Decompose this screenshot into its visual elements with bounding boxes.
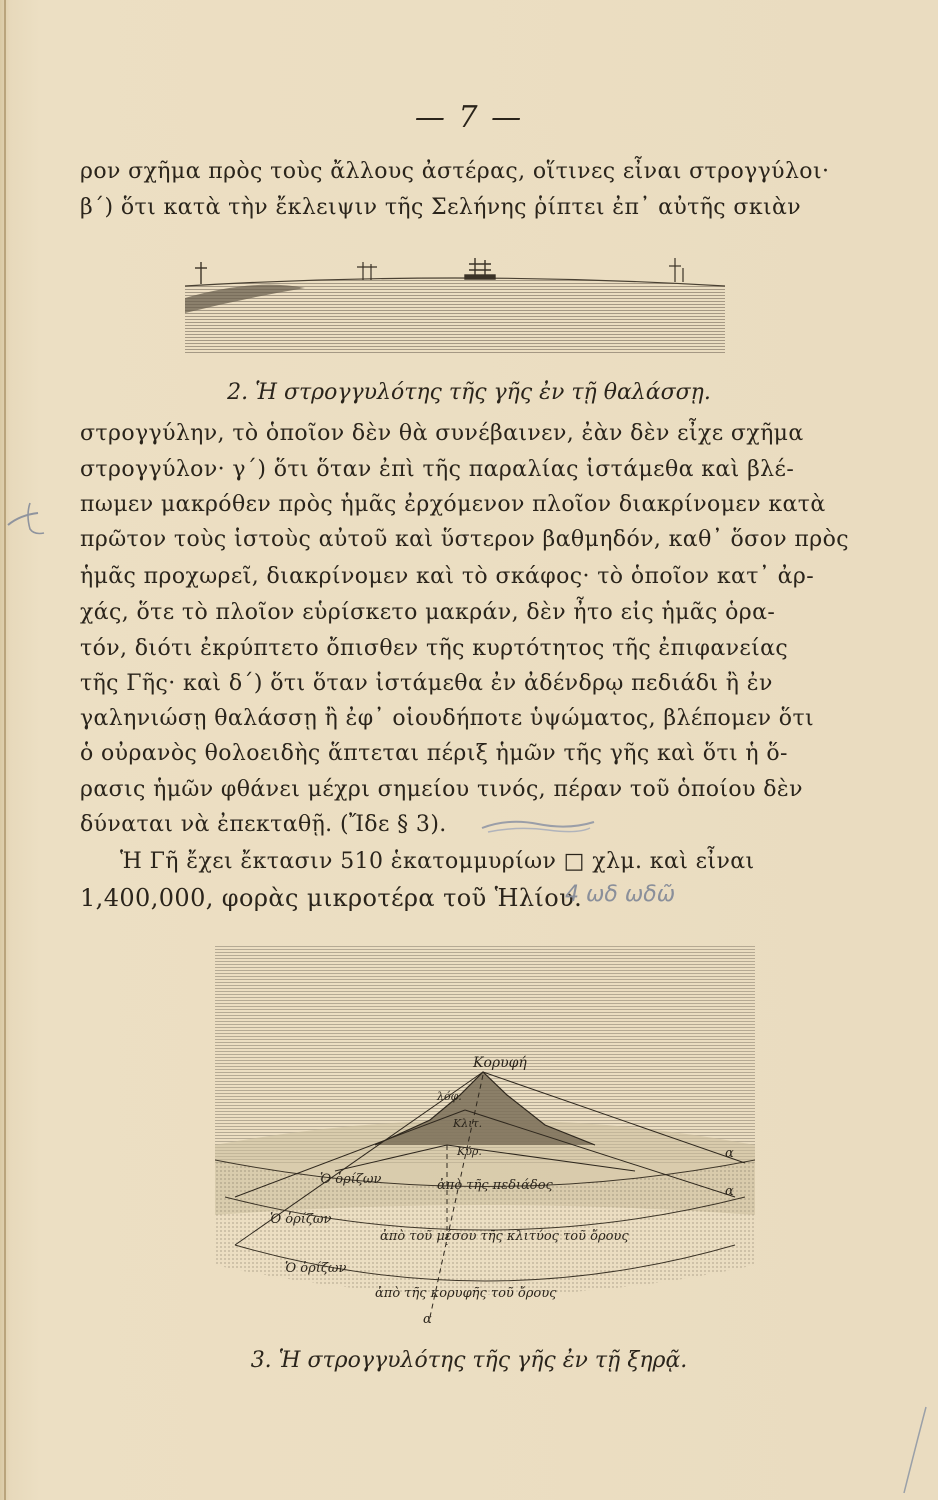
margin-pencil-mark — [0, 495, 50, 545]
label-horizon-2-left: Ὁ ὁρίζων — [270, 1212, 332, 1227]
figure-3-caption: 3. Ἡ στρογγυλότης τῆς γῆς ἐν τῇ ξηρᾷ. — [250, 1348, 688, 1373]
label-horizon-1-left: Ὁ ὁρίζων — [320, 1172, 382, 1187]
text-line-body-2: στρογγύλον· γ΄) ὅτι ὅταν ἐπὶ τῆς παραλίας ἱστάμεθα καὶ βλέ- — [80, 457, 795, 482]
handwritten-note: 4 ωδ ωδῶ — [565, 882, 676, 907]
label-horizon-3-left: Ὁ ὁρίζων — [285, 1261, 347, 1276]
text-line-body-7: τόν, διότι ἐκρύπτετο ὄπισθεν τῆς κυρτότητος τῆς ἐπιφανείας — [80, 636, 789, 661]
text-line-top-1: ρον σχῆμα πρὸς τοὺς ἄλλους ἀστέρας, οἵτινες εἶναι στρογγύλοι· — [80, 159, 830, 184]
figure-horizon-mountain — [215, 945, 755, 1325]
text-line-body-9: γαληνιώσῃ θαλάσσῃ ἢ ἐφ᾽ οἱουδήποτε ὑψώματος, βλέπομεν ὅτι — [80, 706, 815, 731]
text-line-body-6: χάς, ὅτε τὸ πλοῖον εὑρίσκετο μακράν, δὲν ἦτο εἰς ἡμᾶς ὁρα- — [80, 600, 776, 625]
text-line-body-1: στρογγύλην, τὸ ὁποῖον δὲν θὰ συνέβαινεν, ἐὰν δὲν εἶχε σχῆμα — [80, 421, 804, 446]
ship-3-icon — [465, 258, 495, 279]
page-spine-line — [4, 0, 6, 1500]
label-hill: λόφ. — [437, 1090, 462, 1103]
text-line-body-4: πρῶτον τοὺς ἱστοὺς αὐτοῦ καὶ ὕστερον βαθμηδόν, καθ᾽ ὅσον πρὸς — [80, 527, 849, 552]
label-point-a2: α — [725, 1184, 734, 1199]
pencil-scribble-mark — [478, 808, 598, 838]
text-line-body-10: ὁ οὐρανὸς θολοειδὴς ἅπτεται πέριξ ἡμῶν τῆς γῆς καὶ ὅτι ἡ ὅ- — [80, 741, 788, 766]
text-line-body-5: ἡμᾶς προχωρεῖ, διακρίνομεν καὶ τὸ σκάφος· τὸ ὁποῖον κατ᾽ ἀρ- — [80, 564, 815, 589]
label-point-a: α — [725, 1146, 734, 1161]
label-horizon-2-right: ἀπὸ τοῦ μέσου τῆς κλιτύος τοῦ ὄρους — [380, 1229, 629, 1244]
label-horizon-1-right: ἀπὸ τῆς πεδιάδος — [437, 1178, 553, 1193]
page-number: — 7 — — [414, 100, 524, 135]
text-line-para-2: 1,400,000, φορὰς μικροτέρα τοῦ Ἡλίου. — [80, 884, 583, 912]
figure-2-caption: 2. Ἡ στρογγυλότης τῆς γῆς ἐν τῇ θαλάσσῃ. — [227, 380, 711, 405]
text-line-top-2: β΄) ὅτι κατὰ τὴν ἔκλειψιν τῆς Σελήνης ῥίπτει ἐπ᾽ αὐτῆς σκιὰν — [80, 195, 802, 220]
label-horizon-3-right: ἀπὸ τῆς κορυφῆς τοῦ ὄρους — [375, 1286, 557, 1301]
ship-2-icon — [357, 262, 377, 280]
ship-4-icon — [669, 258, 683, 282]
figure-sea-ships — [185, 258, 725, 358]
label-foot: Κύρ. — [457, 1145, 482, 1158]
text-line-body-11: ρασις ἡμῶν φθάνει μέχρι σημείου τινός, πέραν τοῦ ὁποίου δὲν — [80, 777, 803, 802]
text-line-body-8: τῆς Γῆς· καὶ δ΄) ὅτι ὅταν ἱστάμεθα ἐν ἀδένδρῳ πεδιάδι ἢ ἐν — [80, 671, 773, 696]
label-point-a3: α — [423, 1312, 432, 1325]
corner-pencil-stroke — [900, 1405, 930, 1495]
text-line-para-1: Ἡ Γῆ ἔχει ἔκτασιν 510 ἑκατομμυρίων □ χλμ. καὶ εἶναι — [120, 849, 755, 874]
text-line-body-12: δύναται νὰ ἐπεκταθῇ. (Ἴδε § 3). — [80, 812, 447, 837]
label-peak: Κορυφή — [473, 1055, 527, 1071]
ship-1-icon — [195, 262, 207, 284]
label-mid: Κλιτ. — [453, 1117, 483, 1130]
text-line-body-3: πωμεν μακρόθεν πρὸς ἡμᾶς ἐρχόμενον πλοῖον διακρίνομεν κατὰ — [80, 492, 826, 517]
